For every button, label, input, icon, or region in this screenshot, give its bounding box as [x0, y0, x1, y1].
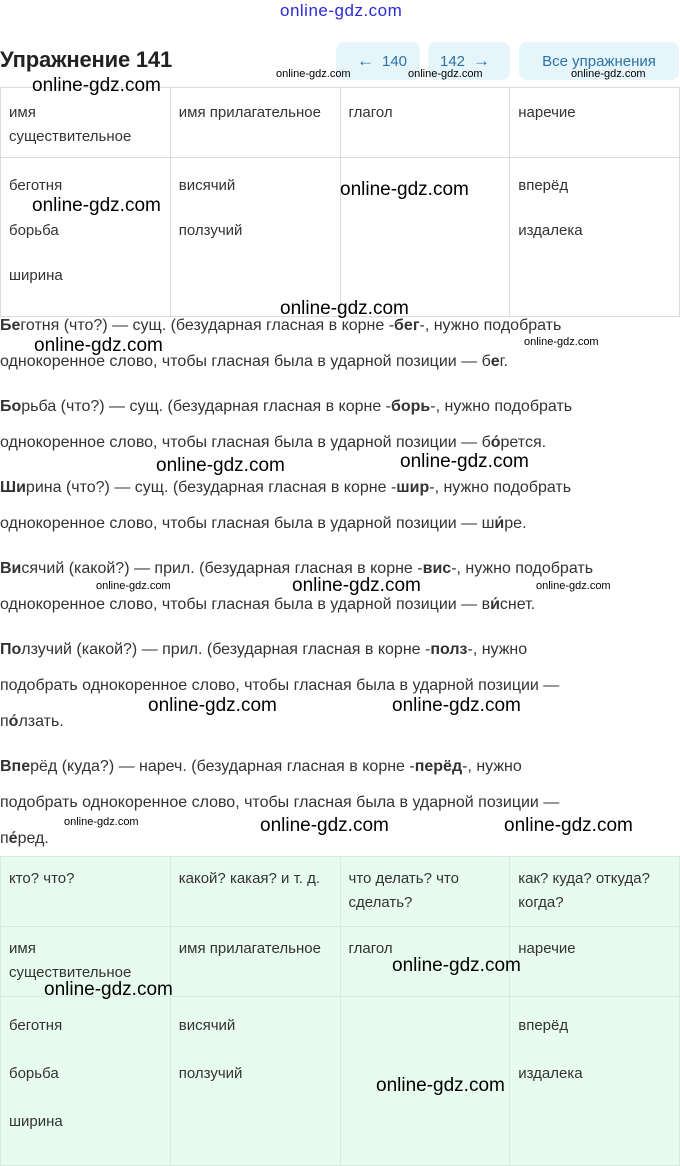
table-header-cell: глагол	[340, 88, 510, 158]
table-cell-word: висячий	[178, 1017, 236, 1034]
table-cell	[170, 997, 340, 1166]
explanation-paragraph: Ползучий (какой?) — прил. (безударная гласная в корне -полз-, нужно подобрать однокоренное слово, чтобы гласная была в ударной позиции — по́лзать.	[0, 641, 560, 730]
watermark: online-gdz.com	[276, 68, 351, 80]
root: борь	[391, 398, 431, 415]
page-title: Упражнение 141	[0, 47, 172, 72]
watermark: online-gdz.com	[292, 575, 421, 596]
watermark: online-gdz.com	[260, 815, 389, 836]
watermark: online-gdz.com	[392, 695, 521, 716]
root: бег	[394, 317, 420, 334]
watermark: online-gdz.com	[536, 580, 611, 592]
watermark: online-gdz.com	[96, 580, 171, 592]
root: шир	[396, 479, 430, 496]
table-header-cell: имя существительное	[1, 88, 171, 158]
table-cell	[510, 158, 680, 317]
table-cell-word: издалека	[518, 222, 583, 239]
table-header-cell: имя существительное	[1, 927, 171, 997]
table-cell	[1, 997, 171, 1166]
table-row	[1, 88, 680, 158]
root: полз	[430, 641, 468, 658]
watermark: online-gdz.com	[392, 955, 521, 976]
table-cell	[170, 158, 340, 317]
table-cell-word: ползучий	[178, 1065, 243, 1082]
watermark: online-gdz.com	[156, 455, 285, 476]
explanation-paragraph: Беготня (что?) — сущ. (безударная гласная в корне -бег-, нужно подобрать однокоренное слово, чтобы гласная была в ударной позиции — бег.	[0, 317, 562, 370]
answer-table	[0, 856, 680, 1166]
explanation-paragraph: Вперёд (куда?) — нареч. (безударная гласная в корне -перёд-, нужно подобрать однокоренное слово, чтобы гласная была в ударной позиции — пе́ред.	[0, 758, 560, 847]
site-link[interactable]: online-gdz.com	[280, 1, 403, 20]
watermark: online-gdz.com	[571, 68, 646, 80]
table-cell-word: ползучий	[178, 222, 243, 239]
word: Висячий	[0, 560, 65, 577]
table-header-cell: имя прилагательное	[170, 927, 340, 997]
arrow-left-icon: ←	[356, 51, 374, 70]
table-cell-word: ширина	[9, 267, 63, 284]
table-cell-word: беготня	[9, 177, 63, 194]
table-row	[1, 857, 680, 927]
root: вис	[422, 560, 452, 577]
root: перёд	[414, 758, 463, 775]
table-header-cell: наречие	[510, 927, 680, 997]
table-cell	[1, 158, 171, 317]
explanation-paragraph: Ширина (что?) — сущ. (безударная гласная в корне -шир-, нужно подобрать однокоренное слово, чтобы гласная была в ударной позиции — ши́ре.	[0, 479, 572, 532]
all-exercises-label: Все упражнения	[542, 52, 656, 70]
watermark: online-gdz.com	[64, 816, 139, 828]
table-header-cell: наречие	[510, 88, 680, 158]
watermark: online-gdz.com	[34, 335, 163, 356]
watermark: online-gdz.com	[524, 336, 599, 348]
watermark: online-gdz.com	[148, 695, 277, 716]
word: Ползучий	[0, 641, 72, 658]
table-cell-word: борьба	[9, 1065, 59, 1082]
table-header-cell: имя прилагательное	[170, 88, 340, 158]
watermark: online-gdz.com	[32, 195, 161, 216]
word: Борьба	[0, 398, 57, 415]
arrow-right-icon: →	[473, 51, 491, 70]
word: Беготня	[0, 317, 60, 334]
table-cell-word: висячий	[178, 177, 236, 194]
watermark: online-gdz.com	[340, 179, 469, 200]
table-question-cell: как? куда? откуда? когда?	[510, 857, 680, 927]
table-cell-word: ширина	[9, 1113, 63, 1130]
prev-exercise-label: 140	[381, 52, 408, 70]
word: Вперёд	[0, 758, 58, 775]
watermark: online-gdz.com	[504, 815, 633, 836]
next-exercise-label: 142	[439, 52, 466, 70]
table-cell	[510, 997, 680, 1166]
table-row	[1, 997, 680, 1166]
watermark: online-gdz.com	[280, 298, 409, 319]
watermark: online-gdz.com	[32, 75, 161, 96]
word: Ширина	[0, 479, 62, 496]
watermark: online-gdz.com	[408, 68, 483, 80]
table-question-cell: какой? какая? и т. д.	[170, 857, 340, 927]
watermark: online-gdz.com	[376, 1075, 505, 1096]
table-cell-word: вперёд	[518, 1017, 569, 1034]
table-header-cell: глагол	[340, 927, 510, 997]
table-question-cell: кто? что?	[1, 857, 171, 927]
explanation-paragraph: Борьба (что?) — сущ. (безударная гласная в корне -борь-, нужно подобрать однокоренное слово, чтобы гласная была в ударной позиции — бо́рется.	[0, 398, 573, 451]
table-cell-word: беготня	[9, 1017, 63, 1034]
watermark: online-gdz.com	[400, 451, 529, 472]
watermark: online-gdz.com	[44, 979, 173, 1000]
explanation-paragraph: Висячий (какой?) — прил. (безударная гласная в корне -вис-, нужно подобрать однокоренное слово, чтобы гласная была в ударной позиции — ви́снет.	[0, 560, 594, 613]
table-cell-word: издалека	[518, 1065, 583, 1082]
table-cell-word: борьба	[9, 222, 59, 239]
table-cell-word: вперёд	[518, 177, 569, 194]
table-question-cell: что делать? что сделать?	[340, 857, 510, 927]
